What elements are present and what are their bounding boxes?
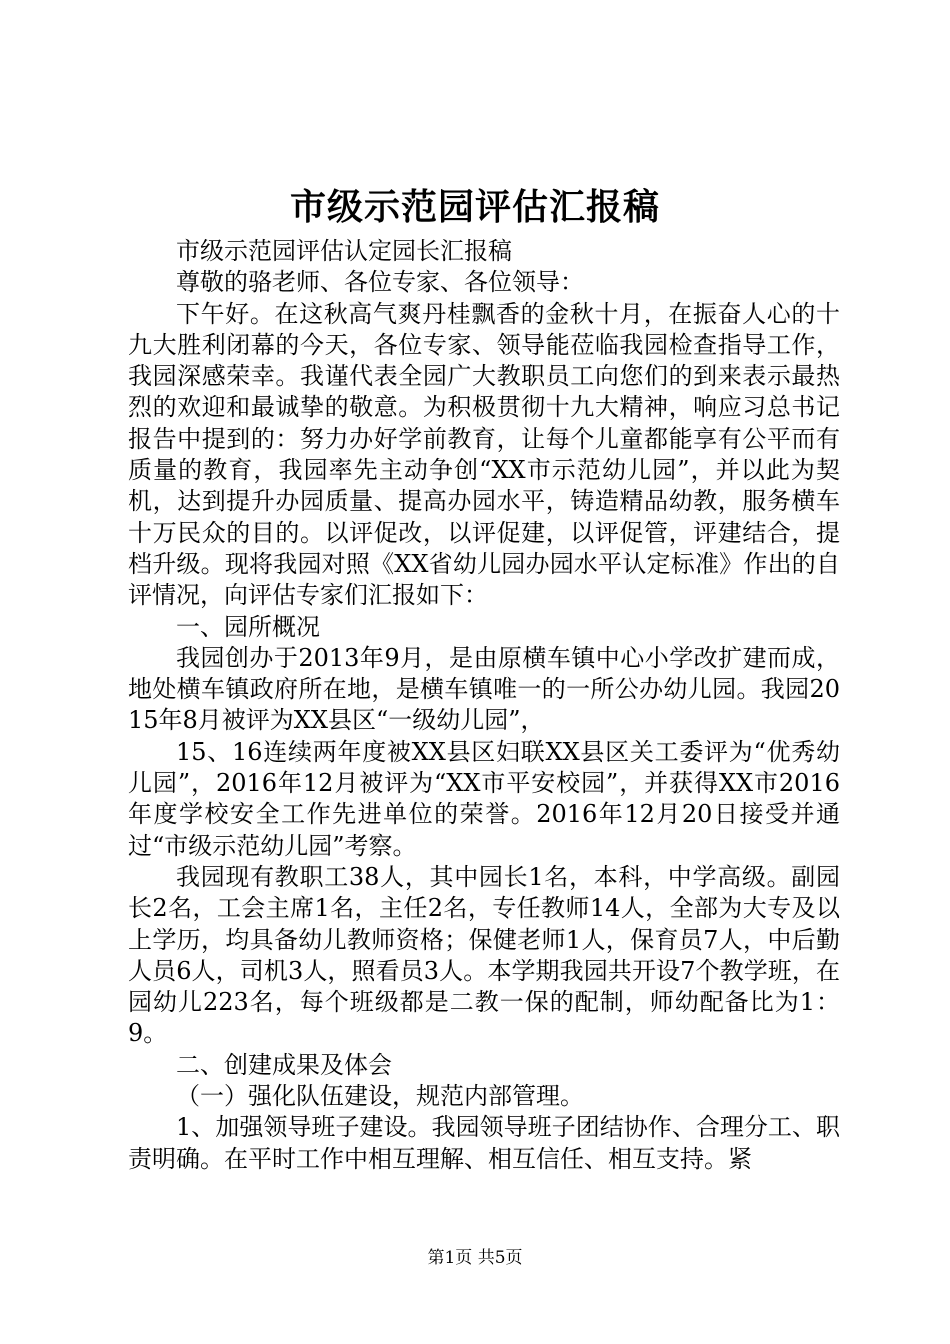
document-title: 市级示范园评估汇报稿 — [289, 186, 660, 228]
section-heading-achievements: 二、创建成果及体会 — [176, 1050, 392, 1079]
paragraph-leadership: 1、加强领导班子建设。我园领导班子团结协作、合理分工、职责明确。在平时工作中相互理解、相互信任、相互支持。紧 — [128, 1113, 840, 1173]
paragraph-founding: 我园创办于2013年9月，是由原横车镇中心小学改扩建而成，地处横车镇政府所在地，是横车镇唯一的一所公办幼儿园。我园2015年8月被评为XX县区“一级幼儿园”， — [128, 643, 840, 735]
page-footer: 第1页 共5页 — [427, 1248, 523, 1268]
paragraph-greeting: 下午好。在这秋高气爽丹桂飘香的金秋十月，在振奋人心的十九大胜利闭幕的今天，各位专家、领导能莅临我园检查指导工作，我园深感荣幸。我谨代表全园广大教职员工向您们的到来表示最热烈的欢迎和最诚挚的敬意。为积极贯彻十九大精神，响应习总书记报告中提到的：努力办好学前教育，让每个儿童都能享有公平而有质量的教育，我园率先主动争创“XX市示范幼儿园”，并以此为契机，达到提升办园质量、提高办园水平，铸造精品幼教，服务横车十万民众的目的。以评促改，以评促建，以评促管，评建结合，提档升级。现将我园对照《XX省幼儿园办园水平认定标准》作出的自评情况，向评估专家们汇报如下： — [128, 299, 840, 610]
document-body — [128, 236, 840, 1175]
subsection-heading-team: （一）强化队伍建设，规范内部管理。 — [176, 1082, 584, 1111]
paragraph-salutation: 尊敬的骆老师、各位专家、各位领导： — [176, 268, 584, 297]
paragraph-subtitle: 市级示范园评估认定园长汇报稿 — [176, 237, 512, 265]
paragraph-honors: 15、16连续两年度被XX县区妇联XX县区关工委评为“优秀幼儿园”，2016年12月被评为“XX市平安校园”，并获得XX市2016年度学校安全工作先进单位的荣誉。2016年12月20日接受并通过“市级示范幼儿园”考察。 — [128, 737, 840, 860]
section-heading-overview: 一、园所概况 — [176, 612, 320, 641]
paragraph-staff: 我园现有教职工38人，其中园长1名，本科，中学高级。副园长2名，工会主席1名，主任2名，专任教师14人，全部为大专及以上学历，均具备幼儿教师资格；保健老师1人，保育员7人，中后勤人员6人，司机3人，照看员3人。本学期我园共开设7个教学班，在园幼儿223名，每个班级都是二教一保的配制，师幼配备比为1：9。 — [128, 862, 840, 1048]
